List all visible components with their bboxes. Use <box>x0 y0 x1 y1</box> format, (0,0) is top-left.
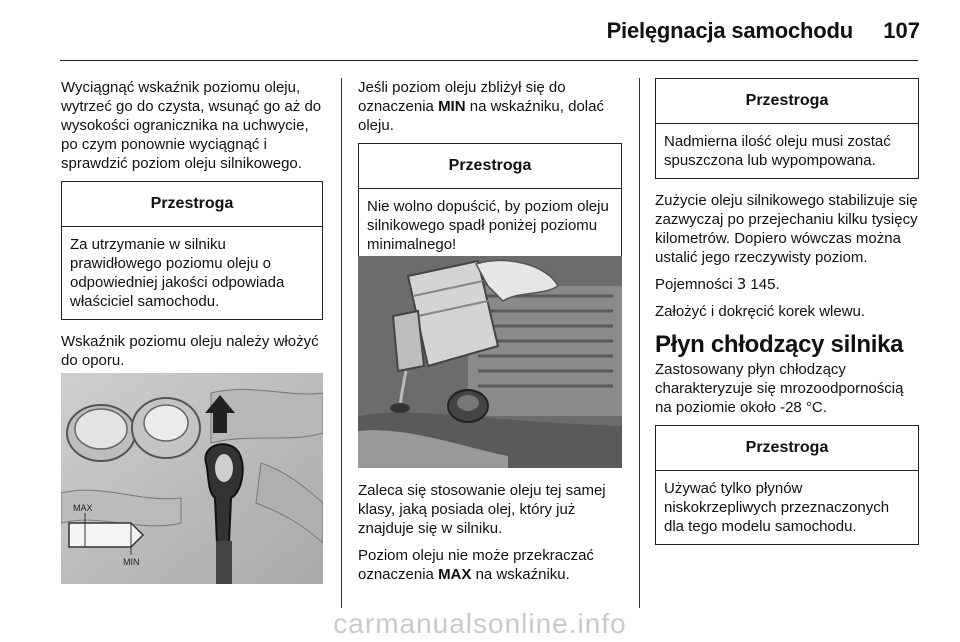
coolant-description-text: Zastosowany płyn chłodzący charakteryzuje się mrozoodpornością na poziomie około -28 °C. <box>655 361 904 416</box>
filler-cap-text: Założyć i dokręcić korek wlewu. <box>655 303 866 320</box>
watermark: carmanualsonline.info <box>333 608 627 639</box>
warning-box-2 <box>358 143 622 263</box>
warning-body: Nie wolno dopuścić, by poziom oleju silnikowego spadł poniżej poziomu minimalnego! <box>367 198 609 253</box>
top-up-instruction-text: Jeśli poziom oleju zbliżył się do oznaczenia MIN na wskaźniku, dolać oleju. <box>358 79 604 134</box>
reference-arrow-icon: 3 <box>736 275 747 293</box>
warning-body: Nadmierna ilość oleju musi zostać spuszczona lub wypompowana. <box>664 133 891 169</box>
page-number: 107 <box>883 18 920 43</box>
column-divider-2 <box>639 78 640 608</box>
warning-box-3 <box>655 78 919 179</box>
column-3 <box>655 78 919 545</box>
warning-title: Przestroga <box>656 426 918 471</box>
page-title: Pielęgnacja samochodu <box>606 18 853 43</box>
warning-body: Za utrzymanie w silniku prawidłowego poziomu oleju o odpowiedniej jakości odpowiada właściciel samochodu. <box>70 236 285 310</box>
column-2 <box>358 78 622 263</box>
warning-title: Przestroga <box>656 79 918 124</box>
column-divider-1 <box>341 78 342 608</box>
min-label: MIN <box>123 557 140 567</box>
oil-consumption-text: Zużycie oleju silnikowego stabilizuje się zazwyczaj po przejechaniu kilku tysięcy kilometrów. Dopiero wówczas można ustalić jego rzeczywisty poziom. <box>655 192 918 266</box>
header-divider <box>60 60 918 61</box>
coolant-section-title: Płyn chłodzący silnika <box>655 331 904 358</box>
max-label: MAX <box>73 503 93 513</box>
warning-box-4 <box>655 425 919 545</box>
max-level-text: Poziom oleju nie może przekraczać oznaczenia MAX na wskaźniku. <box>358 547 594 583</box>
dipstick-instruction-text: Wyciągnąć wskaźnik poziomu oleju, wytrzeć go do czysta, wsunąć go aż do wysokości ogranicznika na uchwycie, po czym ponownie wyciągnąć i sprawdzić poziom oleju silnikowego. <box>61 79 322 172</box>
warning-body: Używać tylko płynów niskokrzepliwych przeznaczonych dla tego modelu samochodu. <box>664 480 890 535</box>
dipstick-illustration <box>61 373 323 584</box>
capacities-reference: Pojemności 3 145. <box>655 275 780 293</box>
column-1 <box>61 78 323 378</box>
warning-title: Przestroga <box>359 144 621 189</box>
oil-class-text: Zaleca się stosowanie oleju tej samej klasy, jaką posiada olej, który już znajduje się w silniku. <box>358 482 606 537</box>
warning-box-1 <box>61 181 323 320</box>
warning-title: Przestroga <box>62 182 322 227</box>
min-mark-label: MIN <box>438 98 466 115</box>
dipstick-insert-text: Wskaźnik poziomu oleju należy włożyć do oporu. <box>61 333 319 369</box>
max-mark-label: MAX <box>438 566 472 583</box>
page-header <box>0 0 960 62</box>
column-2-lower <box>358 481 626 592</box>
oil-refill-photo <box>358 256 622 468</box>
